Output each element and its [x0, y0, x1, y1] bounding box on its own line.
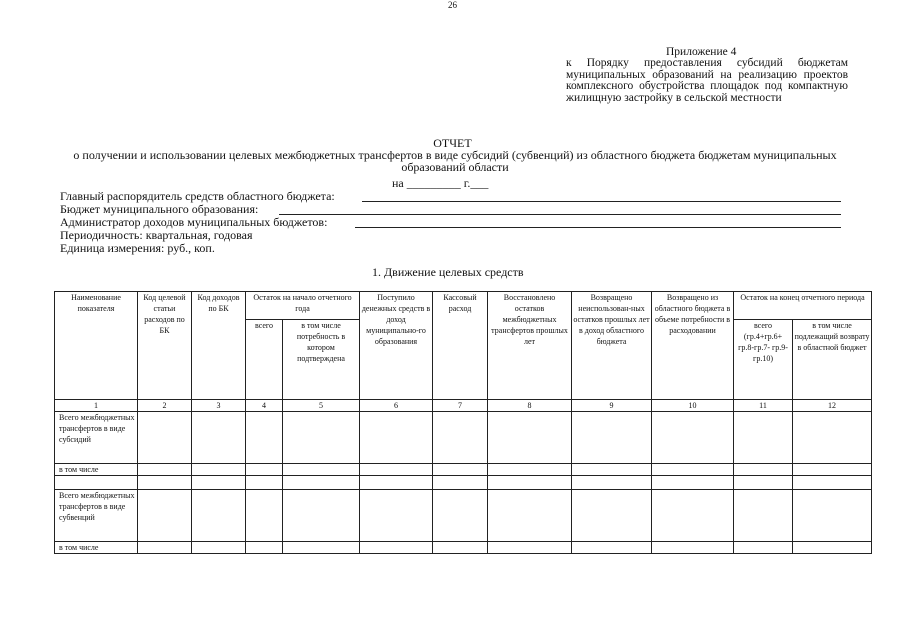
report-title: ОТЧЕТ — [433, 136, 472, 150]
column-number: 10 — [652, 400, 734, 412]
date-prefix: на — [392, 176, 404, 190]
section-title: 1. Движение целевых средств — [372, 265, 524, 279]
column-number: 12 — [793, 400, 872, 412]
column-number: 2 — [138, 400, 192, 412]
row-label: Всего межбюджетных трансфертов в виде субсидий — [55, 412, 138, 464]
header-balance-start-total: всего — [246, 320, 283, 400]
row-label — [55, 476, 138, 490]
column-number: 7 — [433, 400, 488, 412]
header-balance-end: Остаток на конец отчетного периода — [734, 292, 872, 320]
table-row — [55, 412, 872, 464]
field-revenue-administrator: Администратор доходов муниципальных бюджетов: — [60, 215, 328, 229]
field-revenue-administrator-line — [355, 227, 841, 228]
page-number: 26 — [448, 0, 457, 10]
appendix-text: к Порядку предоставления субсидий бюджетам муниципальных образований на реализацию проектов комплексного обустройства площадок под компактную жилищную застройку в сельской местности — [566, 57, 848, 104]
date-blank: _________ — [406, 176, 461, 190]
report-subtitle: о получении и использовании целевых межбюджетных трансфертов в виде субсидий (субвенций) из областного бюджета бюджетам муниципальных образований области — [73, 148, 837, 174]
report-date-line — [392, 176, 488, 191]
header-name: Наименование показателя — [55, 292, 138, 400]
table-row — [55, 464, 872, 476]
field-chief-administrator-line — [362, 201, 841, 202]
column-number: 1 — [55, 400, 138, 412]
field-municipal-budget-line — [279, 214, 841, 215]
header-returned-unused: Возвращено неиспользован-ных остатков прошлых лет в доход областного бюджета — [572, 292, 652, 400]
header-restored: Восстановлено остатков межбюджетных трансфертов прошлых лет — [488, 292, 572, 400]
header-balance-end-return: в том числе подлежащий возврату в областной бюджет — [793, 320, 872, 400]
appendix-title: Приложение 4 — [666, 46, 737, 58]
header-received: Поступило денежных средств в доход муниципально-го образования — [360, 292, 433, 400]
column-number: 6 — [360, 400, 433, 412]
table-row — [55, 476, 872, 490]
column-number: 4 — [246, 400, 283, 412]
header-balance-start: Остаток на начало отчетного года — [246, 292, 360, 320]
field-chief-administrator: Главный распорядитель средств областного бюджета: — [60, 189, 335, 203]
field-unit: Единица измерения: руб., коп. — [60, 241, 215, 255]
field-municipal-budget: Бюджет муниципального образования: — [60, 202, 259, 216]
column-number: 3 — [192, 400, 246, 412]
column-number: 8 — [488, 400, 572, 412]
column-number: 5 — [283, 400, 360, 412]
header-balance-start-confirmed: в том числе потребность в котором подтверждена — [283, 320, 360, 400]
row-label: в том числе — [55, 464, 138, 476]
header-income-code: Код доходов по БК — [192, 292, 246, 400]
column-number: 9 — [572, 400, 652, 412]
row-label: в том числе — [55, 542, 138, 554]
header-cash-expense: Кассовый расход — [433, 292, 488, 400]
header-balance-end-total: всего (гр.4+гр.6+ гр.8-гр.7- гр.9-гр.10) — [734, 320, 793, 400]
table-row — [55, 542, 872, 554]
header-returned-regional: Возвращено из областного бюджета в объеме потребности в расходовании — [652, 292, 734, 400]
header-target-code: Код целевой статьи расходов по БК — [138, 292, 192, 400]
field-periodicity: Периодичность: квартальная, годовая — [60, 228, 253, 242]
row-label: Всего межбюджетных трансфертов в виде субвенций — [55, 490, 138, 542]
column-number: 11 — [734, 400, 793, 412]
table-row — [55, 490, 872, 542]
funds-movement-table — [54, 291, 872, 554]
date-suffix: г.___ — [463, 176, 489, 190]
